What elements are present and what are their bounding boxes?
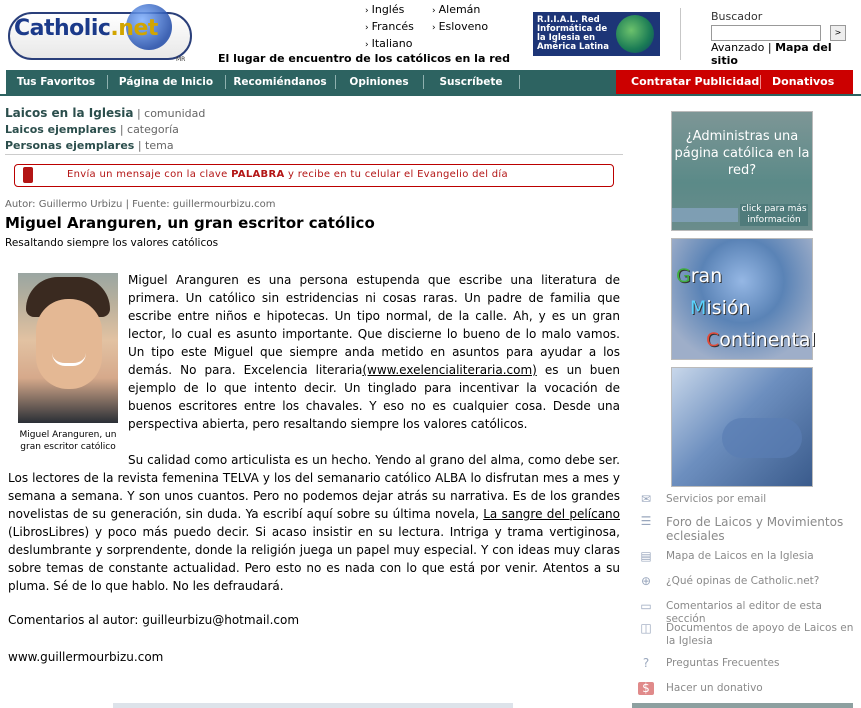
ads-nav xyxy=(616,70,853,94)
question-icon: ? xyxy=(642,656,650,670)
promo-message: Envía un mensaje con la clave PALABRA y recibe en tu celular el Evangelio del día xyxy=(67,169,508,180)
footer-bar xyxy=(113,703,513,708)
prayer-image-ad[interactable] xyxy=(671,367,813,487)
search-label: Buscador xyxy=(711,10,763,23)
language-link[interactable]: › Francés xyxy=(365,20,414,33)
author-line: Autor: Guillermo Urbizu | Fuente: guillermourbizu.com xyxy=(5,199,276,210)
breadcrumb-link[interactable]: Laicos en la Iglesia xyxy=(5,106,134,120)
envelope-icon: ✉ xyxy=(640,492,652,506)
language-link[interactable]: › Esloveno xyxy=(432,20,489,33)
ad-word: Misión xyxy=(690,297,751,319)
nav-separator xyxy=(760,75,761,89)
author-photo xyxy=(18,273,118,423)
praying-hands-image xyxy=(722,418,802,458)
language-link[interactable]: › Italiano xyxy=(365,37,413,50)
breadcrumb-link[interactable]: Laicos ejemplares xyxy=(5,123,117,136)
arrow-icon: › xyxy=(432,23,436,33)
photo-caption: Miguel Aranguren, un gran escritor católico xyxy=(19,430,117,452)
ad-headline: ¿Administras una página católica en la red? xyxy=(674,129,810,178)
dollar-icon: $ xyxy=(638,682,654,695)
rial-text: R.I.I.A.L. Red Informática de la Iglesia en América Latina xyxy=(537,15,609,52)
site-tagline: El lugar de encuentro de los católicos en la red xyxy=(218,52,510,65)
logo-mark: MR xyxy=(176,56,186,63)
globe-icon xyxy=(616,15,654,53)
arrow-icon: › xyxy=(432,6,436,16)
advanced-search-link[interactable]: Avanzado xyxy=(711,41,765,54)
sms-promo-banner[interactable] xyxy=(14,164,614,187)
network-cable-image xyxy=(672,208,738,222)
author-site-link[interactable]: www.guillermourbizu.com xyxy=(8,650,164,664)
nav-publicidad[interactable]: Contratar Publicidad xyxy=(631,75,760,88)
nav-recomiendanos[interactable]: Recomiéndanos xyxy=(233,76,327,88)
article-subtitle: Resaltando siempre los valores católicos xyxy=(5,237,219,249)
excelencia-literaria-link[interactable]: (www.exelencialiteraria.com) xyxy=(362,363,537,377)
author-email-link[interactable]: guilleurbizu@hotmail.com xyxy=(142,613,300,627)
breadcrumb-comunidad: Laicos en la Iglesia | comunidad xyxy=(5,106,206,120)
editor-icon: ▭ xyxy=(640,599,652,613)
forum-icon: ☰ xyxy=(640,514,652,528)
logo-wordmark: Catholic.net xyxy=(14,16,158,41)
search-links xyxy=(711,41,861,67)
nav-suscribete[interactable]: Suscríbete xyxy=(439,76,503,88)
nav-opiniones[interactable]: Opiniones xyxy=(349,76,409,88)
nav-favoritos[interactable]: Tus Favoritos xyxy=(16,76,96,88)
novel-link[interactable]: La sangre del pelícano xyxy=(483,507,620,521)
author-comments: Comentarios al autor: guilleurbizu@hotmail.com xyxy=(8,613,300,627)
nav-underline xyxy=(0,94,861,96)
article-paragraph: Miguel Aranguren es una persona estupenda que escribe una literatura de primera. Un católico sin estridencias ni cosas raras. Un padre de familia que escribe entre niños e hipotecas. Un tipo normal, de la calle. Ah, y es un gran lector, lo cual es asunto importante. Que discierne lo bueno de lo malo vamos. Un tipo este Miguel que siempre anda metido en asuntos para ayudar a los demás. No para. Excelencia literaria(www.exelencialiteraria.com) es un buen ejemplo de lo que intento decir. Un tinglado para incentivar la vocación de buenos escritores entre los chavales. Y eso no es cualquier cosa. Desde una perspectiva abierta, pero resaltando siempre los valores católicos. xyxy=(128,273,621,431)
nav-inicio[interactable]: Página de Inicio xyxy=(118,76,214,88)
sidebar-footer-bar xyxy=(632,703,853,708)
header-divider xyxy=(680,8,681,60)
ad-word: Continental xyxy=(706,329,816,351)
chevron-right-icon: > xyxy=(834,28,842,37)
rial-banner[interactable] xyxy=(533,12,660,56)
ad-more-info-button[interactable]: click para más información xyxy=(741,204,807,225)
language-link[interactable]: › Inglés xyxy=(365,3,405,16)
breadcrumb-categoria: Laicos ejemplares | categoría xyxy=(5,123,179,136)
language-list-1 xyxy=(365,2,414,53)
main-nav xyxy=(6,70,616,94)
search-go-button[interactable] xyxy=(830,25,846,41)
gran-mision-ad[interactable] xyxy=(671,238,816,360)
sitemap-link[interactable]: Mapa del sitio xyxy=(711,41,832,67)
article-paragraph: Su calidad como articulista es un hecho. Yendo al grano del alma, como debe ser. Los lectores de la revista femenina TELVA y los del semanario católico ALBA lo disfrutan mes a mes y semana a semana. Y son unos cuantos. Pero no podemos dejar atrás su narrativa. Es de los grandes novelistas de su generación, sin duda. Ya escribí aquí sobre su última novela, La sangre del pelícano (LibrosLibres) y poco más puedo decir. Si acaso insistir en su lectura. Intriga y trama vertiginosa, deslumbrante y sorprendente, donde la religión juega un papel muy especial. Y con ideas muy claras sobre temas de constante actualidad. Pero esto no es nada con lo que está por venir. Atentos a su pluma. Sé de lo que hablo. No les defraudará. xyxy=(8,453,620,593)
author-site xyxy=(8,650,163,664)
arrow-icon: › xyxy=(365,6,369,16)
mobile-phone-icon xyxy=(23,167,33,183)
article-title: Miguel Aranguren, un gran escritor católico xyxy=(5,214,375,232)
ad-word: Gran xyxy=(676,265,723,287)
book-icon: ◫ xyxy=(640,621,652,635)
map-icon: ▤ xyxy=(640,549,652,563)
site-logo[interactable] xyxy=(6,2,192,62)
arrow-icon: › xyxy=(365,23,369,33)
link-divider: | xyxy=(767,41,772,54)
search-input[interactable] xyxy=(711,25,821,41)
nav-separator xyxy=(519,75,520,89)
arrow-icon: › xyxy=(365,40,369,50)
breadcrumb-tema: Personas ejemplares | tema xyxy=(5,139,174,152)
breadcrumb-link[interactable]: Personas ejemplares xyxy=(5,139,135,152)
nav-donativos[interactable]: Donativos xyxy=(772,75,835,88)
webmaster-ad[interactable] xyxy=(671,111,813,231)
plus-circle-icon: ⊕ xyxy=(640,574,652,588)
language-link[interactable]: › Alemán xyxy=(432,3,481,16)
breadcrumb-divider xyxy=(5,154,623,155)
language-list-2 xyxy=(432,2,488,36)
